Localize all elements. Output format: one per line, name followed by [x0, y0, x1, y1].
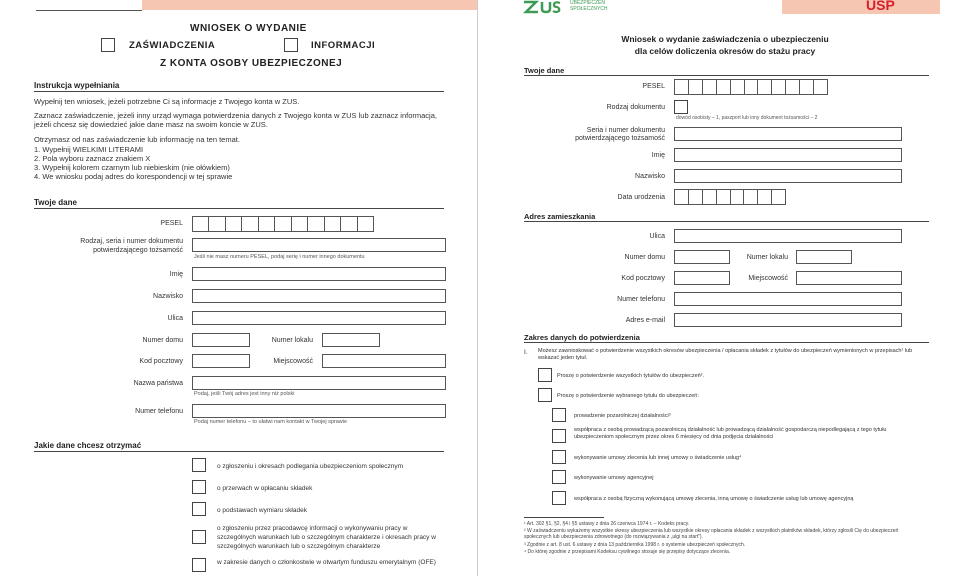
sub-option-checkbox[interactable]: [552, 470, 566, 484]
street-label: Ulica: [649, 233, 665, 240]
house-number-input[interactable]: [192, 333, 250, 347]
document-label-1: Rodzaj, seria i numer dokumentu: [80, 238, 183, 245]
birth-date-label: Data urodzenia: [617, 194, 665, 201]
all-titles-label: Proszę o potwierdzenie wszystkich tytułów do ubezpieczeń².: [557, 373, 705, 379]
section-rule: [34, 208, 444, 209]
section-rule: [524, 342, 929, 343]
pesel-label: PESEL: [160, 220, 183, 227]
phone-label: Numer telefonu: [617, 296, 665, 303]
selected-title-checkbox[interactable]: [538, 388, 552, 402]
last-name-label: Nazwisko: [635, 173, 665, 180]
zus-request-form-left: [0, 0, 478, 576]
section-rule: [34, 91, 444, 92]
option-checkbox[interactable]: [192, 458, 206, 472]
option-label: o zgłoszeniu i okresach podlegania ubezpieczeniom społecznym: [217, 463, 404, 470]
instructions-heading: Instrukcja wypełniania: [34, 81, 120, 90]
flat-number-input[interactable]: [796, 250, 852, 264]
zus-usp-form-right: [490, 0, 960, 576]
postal-code-label: Kod pocztowy: [621, 275, 665, 282]
city-input[interactable]: [322, 354, 446, 368]
sub-option-label: współpraca z osobą prowadzącą pozarolniczą działalność lub prowadzącą działalność gospodarczą niepodlegającą z tego tytułu ubezpieczeniom społecznym przez okres 6 miesięcy od dnia podjęcia działalności: [574, 427, 887, 440]
first-name-label: Imię: [651, 152, 665, 159]
your-data-heading: Twoje dane: [524, 66, 565, 75]
city-label: Miejscowość: [748, 275, 788, 282]
house-number-input[interactable]: [674, 250, 730, 264]
form-code: USP: [866, 0, 895, 13]
header-color-band: [782, 0, 940, 14]
information-checkbox[interactable]: [284, 38, 298, 52]
sub-option-checkbox[interactable]: [552, 429, 566, 443]
first-name-input[interactable]: [192, 267, 446, 281]
your-data-heading: Twoje dane: [34, 198, 77, 207]
instructions-step: 4. We wniosku podaj adres do korespondencji w tej sprawie: [34, 172, 233, 181]
country-label: Nazwa państwa: [133, 380, 183, 387]
last-name-input[interactable]: [192, 289, 446, 303]
section-rule: [524, 221, 929, 222]
option-label: o podstawach wymiaru składek: [217, 507, 307, 514]
logo-subtitle: UBEZPIECZEŃ SPOŁECZNYCH: [570, 0, 608, 12]
instructions-p1: Wypełnij ten wniosek, jeżeli potrzebne Ci są informacje z Twojego konta w ZUS.: [34, 97, 300, 106]
flat-number-label: Numer lokalu: [746, 254, 788, 261]
document-type-input[interactable]: [674, 100, 688, 114]
phone-hint: Podaj numer telefonu – to ułatwi nam kontakt w Twojej sprawie: [194, 419, 348, 425]
document-series-input[interactable]: [674, 127, 902, 141]
section-rule: [524, 75, 929, 76]
option-checkbox[interactable]: [192, 502, 206, 516]
instructions-step: 1. Wypełnij WIELKIMI LITERAMI: [34, 145, 144, 154]
sub-option-checkbox[interactable]: [552, 491, 566, 505]
footnote: ³ Zgodnie z art. 8 ust. 6 ustawy z dnia 13 października 1998 r. o systemie ubezpieczeń społecznych.: [524, 542, 746, 548]
first-name-input[interactable]: [674, 148, 902, 162]
certificate-checkbox[interactable]: [101, 38, 115, 52]
email-label: Adres e-mail: [625, 317, 665, 324]
footnote-rule: [524, 517, 604, 518]
last-name-label: Nazwisko: [153, 293, 183, 300]
option-label: o zgłoszeniu przez pracodawcę informacji o wykonywaniu pracy w szczególnych warunkach lub o szczególnym charakterze i okresach pracy w szczególnych warunkach lub o szczególnym charakterze: [217, 525, 436, 550]
footnote: ⁴ Do której zgodnie z przepisami Kodeksu cywilnego stosuje się przepisy dotyczące zlecenia.: [524, 549, 731, 555]
instructions-p2a: Zaznacz zaświadczenie, jeżeli inny urząd wymaga potwierdzenia danych z Twojego konta w ZUS lub zaznacz informacja,: [34, 111, 437, 120]
instructions-step: 2. Pola wyboru zaznacz znakiem X: [34, 154, 151, 163]
header-color-band: [142, 0, 478, 10]
option-label: w zakresie danych o członkostwie w otwartym funduszu emerytalnym (OFE): [217, 559, 436, 566]
email-input[interactable]: [674, 313, 902, 327]
top-rule: [36, 10, 142, 11]
address-heading: Adres zamieszkania: [524, 212, 596, 221]
street-input[interactable]: [674, 229, 902, 243]
street-label: Ulica: [167, 315, 183, 322]
form-title-line2: dla celów doliczenia okresów do stażu pracy: [634, 46, 816, 56]
information-option-label: INFORMACJI: [311, 40, 376, 51]
option-checkbox[interactable]: [192, 558, 206, 572]
city-input[interactable]: [796, 271, 902, 285]
sub-option-label: wykonywanie umowy zlecenia lub innej umowy o świadczenie usług⁴: [574, 455, 742, 461]
document-label-2: potwierdzającego tożsamość: [93, 247, 183, 254]
instructions-p2b: jeżeli chcesz się dowiedzieć jakie dane masz na swoim koncie w ZUS.: [34, 120, 268, 129]
house-number-label: Numer domu: [142, 337, 183, 344]
scope-heading: Zakres danych do potwierdzenia: [524, 333, 640, 342]
document-hint: Jeśli nie masz numeru PESEL, podaj serię i numer innego dokumentu: [194, 254, 365, 260]
phone-input[interactable]: [674, 292, 902, 306]
section-rule: [34, 451, 444, 452]
sub-option-label: wykonywanie umowy agencyjnej: [574, 475, 654, 481]
all-titles-checkbox[interactable]: [538, 368, 552, 382]
last-name-input[interactable]: [674, 169, 902, 183]
pesel-label: PESEL: [642, 83, 665, 90]
selected-title-label: Proszę o potwierdzenie wybranego tytułu do ubezpieczeń:: [557, 393, 699, 399]
document-series-label-1: Seria i numer dokumentu: [586, 127, 665, 134]
birth-date-input[interactable]: [674, 189, 786, 205]
option-checkbox[interactable]: [192, 530, 206, 544]
document-input[interactable]: [192, 238, 446, 252]
country-input[interactable]: [192, 376, 446, 390]
sub-option-label: współpraca z osobą fizyczną wykonującą umowę zlecenia, inną umowę o świadczenie usług lub umowę agencyjną: [574, 496, 854, 502]
flat-number-label: Numer lokalu: [271, 337, 313, 344]
footnote: ¹ Art. 302 §1, §2, §4 i §5 ustawy z dnia 26 czerwca 1974 r. – Kodeks pracy.: [524, 521, 690, 527]
document-type-label: Rodzaj dokumentu: [606, 104, 665, 111]
house-number-label: Numer domu: [624, 254, 665, 261]
sub-option-checkbox[interactable]: [552, 408, 566, 422]
phone-label: Numer telefonu: [135, 408, 183, 415]
sub-option-checkbox[interactable]: [552, 450, 566, 464]
postal-code-input[interactable]: [192, 354, 250, 368]
option-checkbox[interactable]: [192, 480, 206, 494]
footnote: ² W zaświadczeniu wykażemy wszystkie okresy ubezpieczenia lub wszystkie okresy opłacania składek z wszystkich płatników składek, którzy zgłosili Cię do ubezpieczeń społecznych lub ubezpieczenia zdrowotnego (do rozwiązywania z „ulgi na start”).: [524, 528, 899, 540]
form-title-line1: WNIOSEK O WYDANIE: [190, 23, 307, 34]
pesel-input[interactable]: [192, 216, 374, 232]
country-hint: Podaj, jeśli Twój adres jest inny niż polski: [194, 391, 295, 397]
certificate-option-label: ZAŚWIADCZENIA: [129, 40, 216, 51]
phone-input[interactable]: [192, 404, 446, 418]
first-name-label: Imię: [169, 271, 183, 278]
street-input[interactable]: [192, 311, 446, 325]
instructions-p3: Otrzymasz od nas zaświadczenie lub informację na ten temat.: [34, 135, 240, 144]
scope-intro: Możesz zawnioskować o potwierdzenie wszystkich okresów ubezpieczenia / opłacania składek z tytułów do ubezpieczeń wymienionych w przepisach¹ lub wskazać jeden tytuł.: [538, 348, 913, 361]
instructions-step: 3. Wypełnij kolorem czarnym lub niebieskim (nie ołówkiem): [34, 163, 230, 172]
what-data-heading: Jakie dane chcesz otrzymać: [34, 441, 142, 450]
form-title-line2: Z KONTA OSOBY UBEZPIECZONEJ: [160, 58, 343, 69]
document-type-hint: dowód osobisty – 1, paszport lub inny dokument tożsamości – 2: [676, 115, 818, 121]
flat-number-input[interactable]: [322, 333, 380, 347]
city-label: Miejscowość: [273, 358, 313, 365]
form-title-line1: Wniosek o wydanie zaświadczenia o ubezpieczeniu: [621, 34, 829, 44]
postal-code-label: Kod pocztowy: [139, 358, 183, 365]
document-series-label-2: potwierdzającego tożsamość: [575, 135, 665, 142]
sub-option-label: prowadzenie pozarolniczej działalności³: [574, 413, 671, 419]
option-label: o przerwach w opłacaniu składek: [217, 485, 313, 492]
postal-code-input[interactable]: [674, 271, 730, 285]
scope-intro-number: I.: [524, 349, 528, 356]
zus-logo-icon: [522, 0, 562, 14]
pesel-input[interactable]: [674, 79, 828, 95]
